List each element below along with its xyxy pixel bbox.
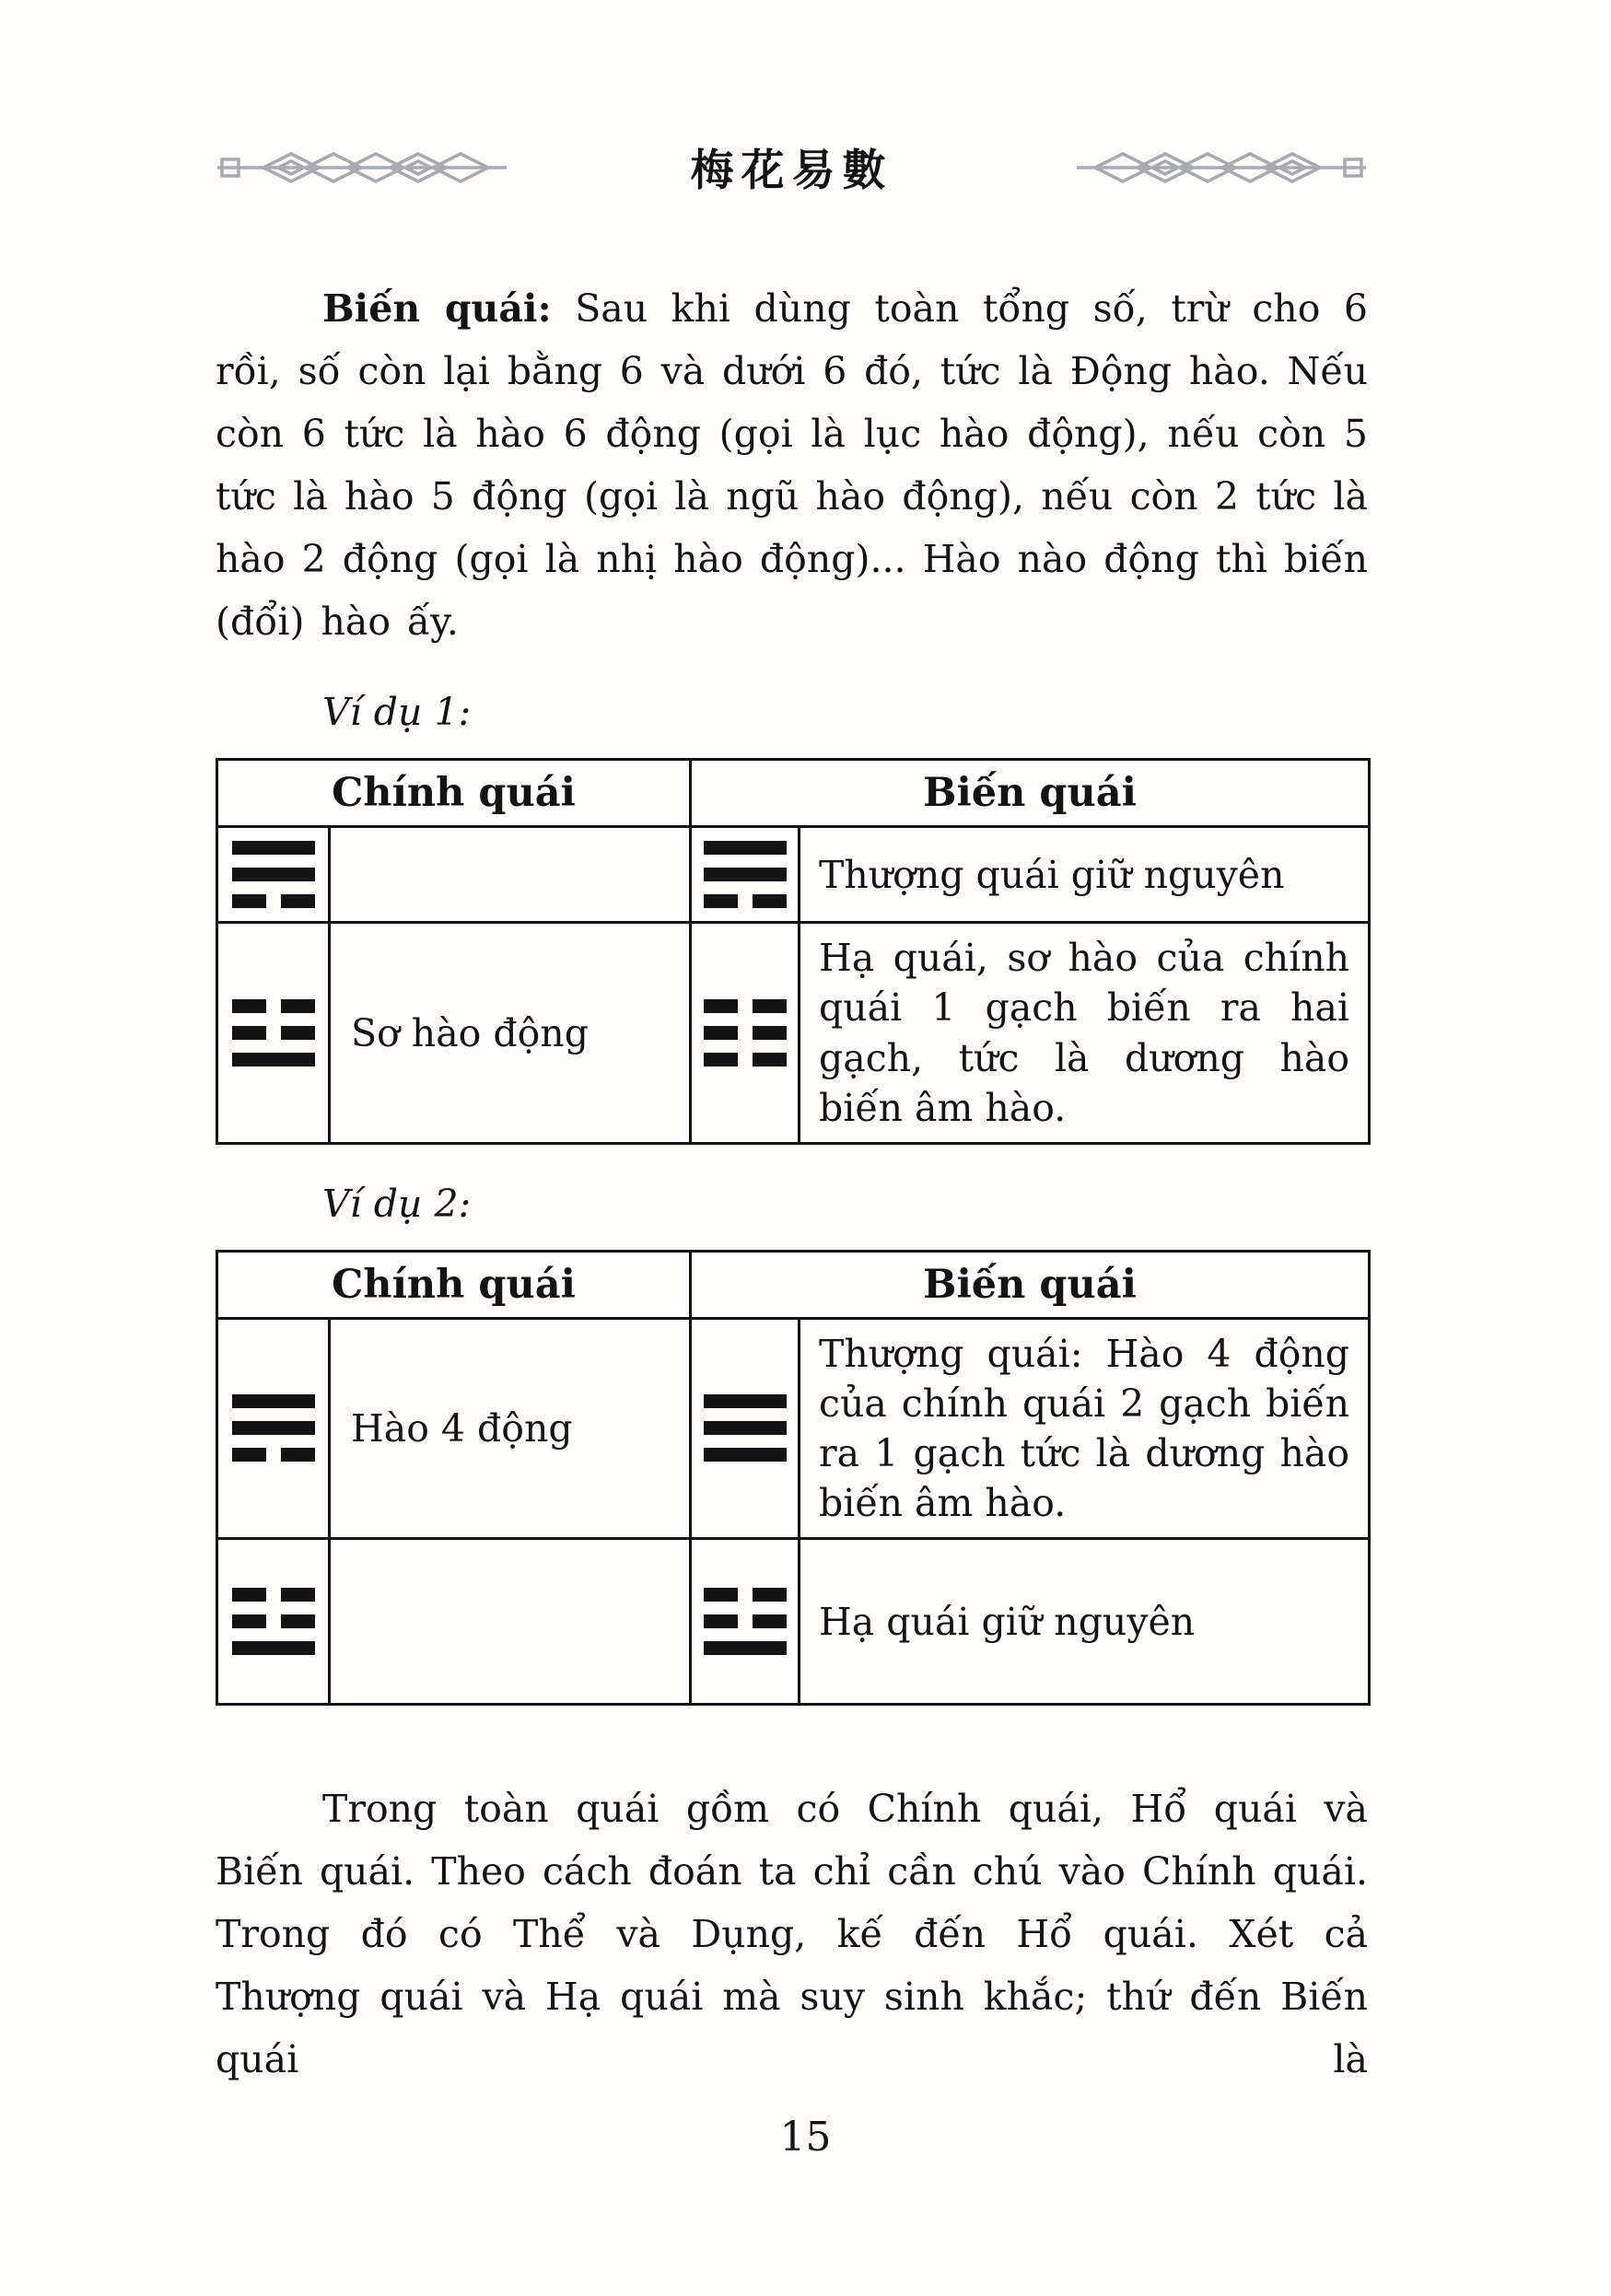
row-description: Hạ quái giữ nguyên	[800, 1539, 1370, 1705]
intro-paragraph	[216, 277, 1368, 653]
example1-label: Ví dụ 1:	[322, 690, 472, 735]
bien-trigram-cell	[691, 1539, 800, 1705]
intro-body: Sau khi dùng toàn tổng số, trừ cho 6 rồi, số còn lại bằng 6 và dưới 6 đó, tức là Động hào. Nếu còn 6 tức là hào 6 động (gọi là lục hào động), nếu còn 5 tức là hào 5 động (gọi là ngũ hào động), nếu còn 2 tức là hào 2 động (gọi là nhị hào động)... Hào nào động thì biến (đổi) hào ấy.	[216, 286, 1368, 645]
trigram-chinh-lower	[232, 999, 315, 1066]
row-label	[330, 827, 691, 923]
header-chinh-quai: Chính quái	[217, 760, 691, 827]
trigram-bien-lower	[704, 1588, 787, 1655]
table-row	[217, 923, 1370, 1143]
trigram-bien-upper	[704, 1394, 787, 1462]
table-header-row	[217, 760, 1370, 827]
page-header	[216, 136, 1368, 198]
chinh-trigram-cell	[217, 827, 330, 923]
example2-label: Ví dụ 2:	[322, 1181, 472, 1226]
row-label	[330, 1539, 691, 1705]
trigram-bien-upper	[704, 841, 787, 908]
bien-trigram-cell	[691, 1318, 800, 1538]
row-label: Sơ hào động	[330, 923, 691, 1143]
page-content	[216, 0, 1368, 2091]
header-bien-quai: Biến quái	[691, 1251, 1370, 1318]
diamond-chain-ornament-left-icon	[216, 149, 508, 186]
trigram-chinh-upper	[232, 841, 315, 908]
table-row	[217, 827, 1370, 923]
bien-trigram-cell	[691, 923, 800, 1143]
trigram-chinh-lower	[232, 1588, 315, 1655]
table-row	[217, 1539, 1370, 1705]
example1-table	[216, 758, 1371, 1144]
closing-paragraph: Trong toàn quái gồm có Chính quái, Hổ quái và Biến quái. Theo cách đoán ta chỉ cần chú vào Chính quái. Trong đó có Thể và Dụng, kế đến Hổ quái. Xét cả Thượng quái và Hạ quái mà suy sinh khắc; thứ đến Biến quái là	[216, 1787, 1368, 2082]
chinh-trigram-cell	[217, 1318, 330, 1538]
chinh-trigram-cell	[217, 923, 330, 1143]
header-bien-quai: Biến quái	[691, 760, 1370, 827]
trigram-bien-lower	[704, 999, 787, 1066]
diamond-chain-ornament-right-icon	[1075, 149, 1368, 186]
chinh-trigram-cell	[217, 1539, 330, 1705]
page-number: 15	[779, 2114, 832, 2161]
row-label: Hào 4 động	[330, 1318, 691, 1538]
row-description: Thượng quái: Hào 4 động của chính quái 2 gạch biến ra 1 gạch tức là dương hào biến âm hào.	[800, 1318, 1370, 1538]
table-header-row	[217, 1251, 1370, 1318]
intro-lead: Biến quái:	[322, 286, 552, 331]
row-description: Thượng quái giữ nguyên	[800, 827, 1370, 923]
header-chinh-quai: Chính quái	[217, 1251, 691, 1318]
bien-trigram-cell	[691, 827, 800, 923]
book-title-cjk: 梅花易數	[690, 146, 893, 196]
table-row	[217, 1318, 1370, 1538]
row-description: Hạ quái, sơ hào của chính quái 1 gạch biến ra hai gạch, tức là dương hào biến âm hào.	[800, 923, 1370, 1143]
trigram-chinh-upper	[232, 1394, 315, 1462]
example2-table	[216, 1250, 1371, 1706]
